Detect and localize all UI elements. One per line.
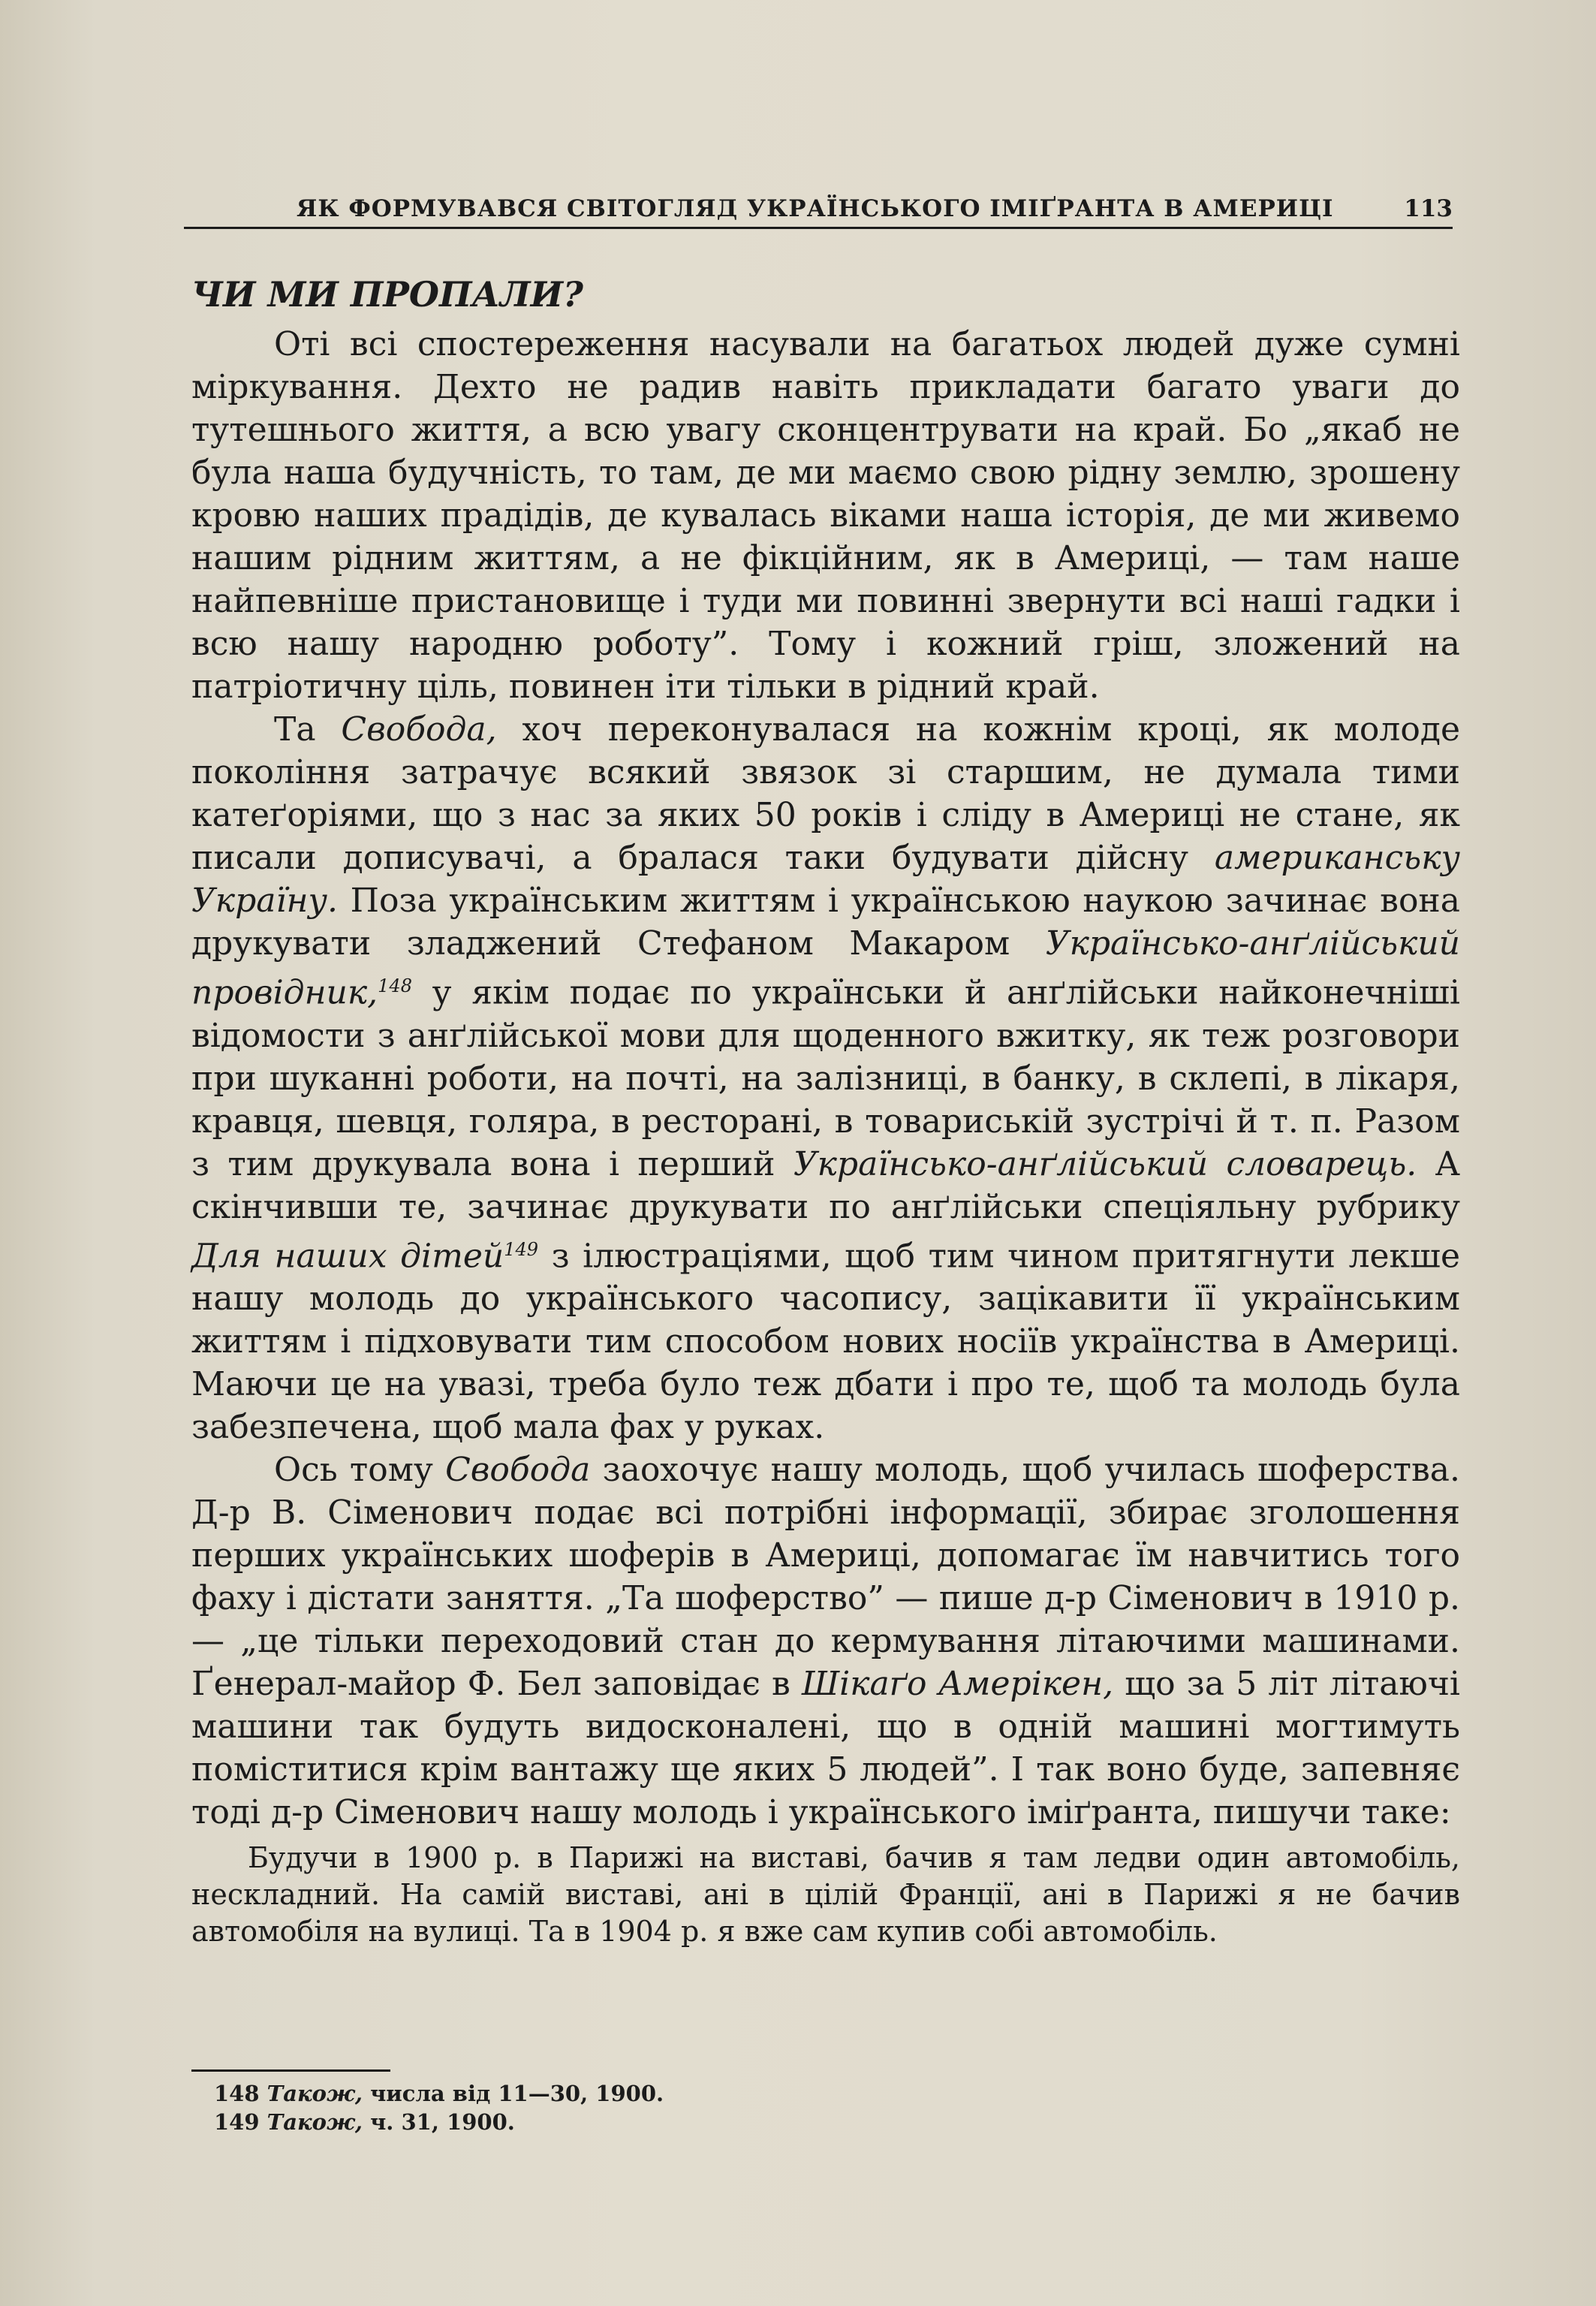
italic-phrase: американську Україну. bbox=[191, 839, 1460, 920]
text-run: у якім подає по українськи й анґлійськи найконечніші відомости з анґлійської мови для щоденного вжитку, як теж розговори при шуканні роботи, на почті, на залізниці, в банку, в склепі, в лікаря, кравця, шевця, голяра, в ресторані, в товариській зустрічі й т. п. Разом з тим друкувала вона і перший bbox=[191, 973, 1460, 1183]
text-run: що за 5 літ літаючі машини так будуть видосконалені, що в одній машині могтимуть поміститися крім вантажу ще яких 5 людей”. І так воно буде, запевняє тоді д-р Сіменович нашу молодь і українського іміґранта, пишучи таке: bbox=[191, 1665, 1460, 1832]
italic-title: Свобода, bbox=[341, 710, 497, 749]
italic-title: Українсько-анґлійський провідник, bbox=[191, 924, 1460, 1012]
footnote-149 bbox=[214, 2108, 1460, 2136]
footnote-rule bbox=[191, 2069, 390, 2072]
paragraph-3 bbox=[191, 1448, 1460, 1834]
text-run: хоч переконувалася на кожнім кроці, як молоде покоління затрачує всякий звязок зі старшим, не думала тими катеґоріями, що з нас за яких 50 років і сліду в Америці не стане, як писали дописувачі, а бралася таки будувати дійсну bbox=[191, 710, 1460, 877]
text-run: Поза українським життям і українською наукою зачинає вона друкувати зладжений Стефаном Макаром bbox=[191, 882, 1460, 963]
text-run: заохочує нашу молодь, щоб училась шоферства. Д-р В. Сіменович подає всі потрібні інформації, збирає зголошення перших українських шоферів в Америці, допомагає їм навчитись того фаху і дістати заняття. „Та шоферство” — пише д-р Сіменович в 1910 р. — „це тільки переходовий стан до кермування літаючими машинами. Ґенерал-майор Ф. Бел заповідає в bbox=[191, 1451, 1460, 1704]
footnote-number: 149 bbox=[214, 2109, 260, 2135]
footnote-text: ч. 31, 1900. bbox=[362, 2109, 515, 2135]
footnote-label: Також, bbox=[267, 2081, 363, 2106]
italic-title: Шікаґо Амерікен, bbox=[801, 1665, 1114, 1704]
footnotes bbox=[191, 2069, 1460, 2136]
text-run: з ілюстраціями, щоб тим чином притягнути лекше нашу молодь до українського часопису, зацікавити її українським життям і підховувати тим способом нових носіїв українства в Америці. Маючи це на увазі, треба було теж дбати і про те, щоб та молодь була забезпечена, щоб мала фах у руках. bbox=[191, 1237, 1460, 1447]
footnote-text: числа від 11—30, 1900. bbox=[362, 2081, 664, 2106]
italic-title: Свобода bbox=[445, 1451, 591, 1490]
page-number: 113 bbox=[1404, 195, 1453, 222]
footnote-148 bbox=[214, 2079, 1460, 2108]
paragraph-2 bbox=[191, 708, 1460, 1448]
italic-title: Для наших дітей bbox=[191, 1237, 504, 1276]
footnote-number: 148 bbox=[214, 2081, 260, 2106]
text-run: Ось тому bbox=[274, 1451, 446, 1490]
footnote-label: Також, bbox=[267, 2109, 363, 2135]
section-title: ЧИ МИ ПРОПАЛИ? bbox=[191, 274, 584, 315]
footnote-ref-149: 149 bbox=[504, 1238, 539, 1260]
page-body bbox=[191, 272, 1460, 1950]
running-header-title: ЯК ФОРМУВАВСЯ СВІТОГЛЯД УКРАЇНСЬКОГО ІМІҐРАНТА В АМЕРИЦІ bbox=[297, 195, 1334, 222]
text-run: Та bbox=[274, 710, 342, 749]
text-run: А скінчивши те, зачинає друкувати по анґлійськи спеціяльну рубрику bbox=[191, 1144, 1460, 1226]
block-quote: Будучи в 1900 р. в Парижі на виставі, бачив я там ледви один автомобіль, нескладний. На самій виставі, ані в цілій Франції, ані в Парижі я не бачив автомобіля на вулиці. Та в 1904 р. я вже сам купив собі автомобіль. bbox=[191, 1841, 1460, 1949]
paragraph-1: Оті всі спостереження насували на багатьох людей дуже сумні міркування. Дехто не радив навіть прикладати багато уваги до тутешнього життя, а всю увагу сконцентрувати на край. Бо „якаб не була наша будучність, то там, де ми маємо свою рідну землю, зрошену кровю наших прадідів, де кувалась віками наша історія, де ми живемо нашим рідним життям, а не фікційним, як в Америці, — там наше найпевніше пристановище і туди ми повинні звернути всі наші гадки і всю нашу народню роботу”. Тому і кожний гріш, зложений на патріотичну ціль, повинен іти тільки в рідний край. bbox=[191, 325, 1460, 706]
italic-title: Українсько-анґлійський словарець. bbox=[793, 1144, 1417, 1183]
running-header bbox=[184, 189, 1453, 229]
footnote-ref-148: 148 bbox=[378, 975, 412, 996]
